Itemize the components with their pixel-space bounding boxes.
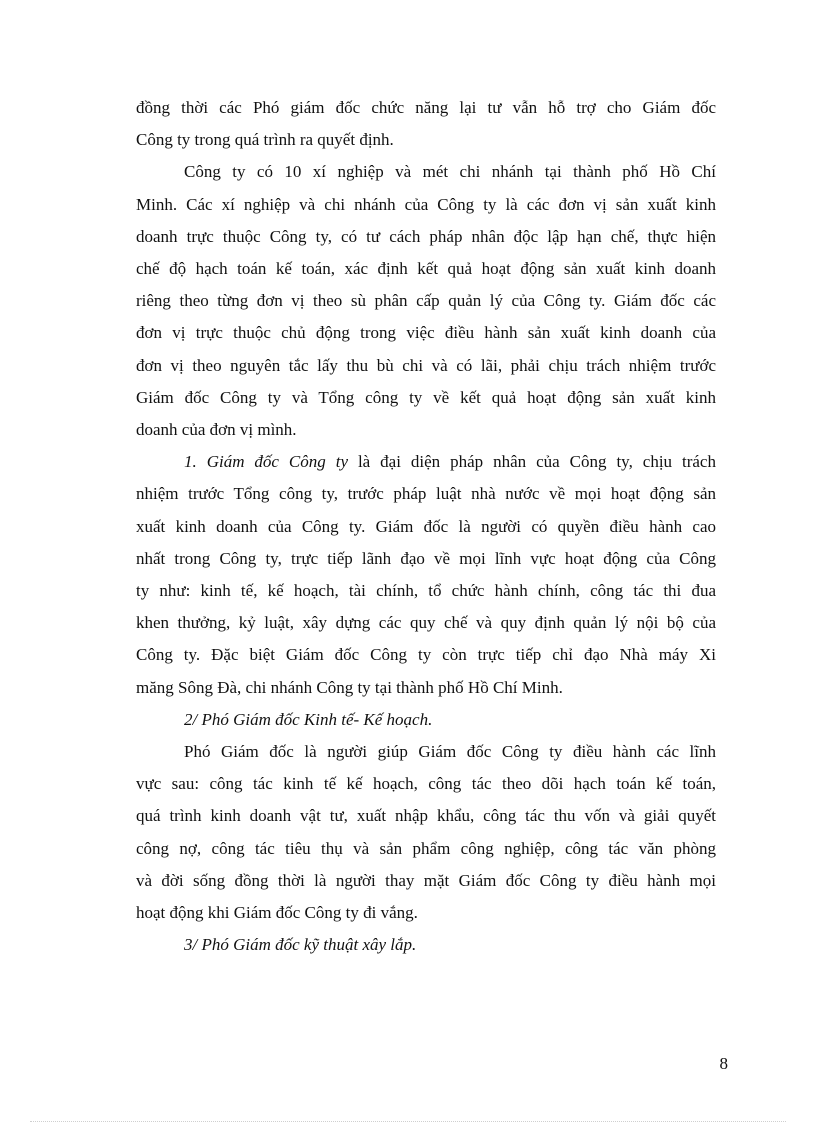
- text-fragment: là đại diện pháp nhân của Công ty, chịu trách: [348, 452, 716, 472]
- text-line: và đời sống đồng thời là người thay mặt Giám đốc Công ty điều hành mọi: [136, 870, 716, 890]
- text-line: vực sau: công tác kinh tế kế hoạch, công tác theo dõi hạch toán kế toán,: [136, 774, 716, 794]
- text-line: Phó Giám đốc là người giúp Giám đốc Công ty điều hành các lĩnh: [184, 742, 716, 762]
- text-line: xuất kinh doanh của Công ty. Giám đốc là người có quyền điều hành cao: [136, 516, 716, 536]
- text-line: chế độ hạch toán kế toán, xác định kết quả hoạt động sản xuất kinh doanh: [136, 259, 716, 279]
- section-heading-deputy-technical: 3/ Phó Giám đốc kỹ thuật xây lắp.: [184, 935, 417, 955]
- text-line: Minh. Các xí nghiệp và chi nhánh của Công ty là các đơn vị sản xuất kinh: [136, 194, 716, 214]
- page-bottom-divider: [30, 1121, 786, 1122]
- paragraph-director-role: [136, 446, 716, 704]
- text-line: đồng thời các Phó giám đốc chức năng lại tư vẫn hỗ trợ cho Giám đốc: [136, 98, 716, 117]
- section-heading-deputy-economics: 2/ Phó Giám đốc Kinh tế- Kế hoạch.: [184, 709, 433, 729]
- section-title-director: 1. Giám đốc Công ty: [184, 452, 348, 472]
- paragraph-deputy-economics: [136, 736, 716, 929]
- page-number: 8: [719, 1054, 728, 1073]
- text-line: đơn vị trực thuộc chủ động trong việc điều hành sản xuất kinh doanh của: [136, 323, 716, 343]
- text-line: riêng theo từng đơn vị theo sù phân cấp quản lý của Công ty. Giám đốc các: [136, 291, 716, 311]
- text-line: quá trình kinh doanh vật tư, xuất nhập khẩu, công tác thu vốn và giải quyết: [136, 806, 716, 826]
- page-body: [136, 92, 716, 961]
- text-line: đơn vị theo nguyên tắc lấy thu bù chi và có lãi, phải chịu trách nhiệm trước: [136, 355, 716, 375]
- text-line: nhiệm trước Tổng công ty, trước pháp luật nhà nước về mọi hoạt động sản: [136, 484, 716, 504]
- text-line: [136, 446, 716, 478]
- text-line: hoạt động khi Giám đốc Công ty đi vắng.: [136, 903, 418, 923]
- text-line: doanh của đơn vị mình.: [136, 420, 297, 440]
- paragraph-company-structure: [136, 156, 716, 446]
- text-line: Công ty trong quá trình ra quyết định.: [136, 130, 394, 150]
- text-line: khen thưởng, kỷ luật, xây dựng các quy chế và quy định quản lý nội bộ của: [136, 613, 716, 633]
- text-line: doanh trực thuộc Công ty, có tư cách pháp nhân độc lập hạn chế, thực hiện: [136, 226, 716, 246]
- text-line: nhất trong Công ty, trực tiếp lãnh đạo về mọi lĩnh vực hoạt động của Công: [136, 548, 716, 568]
- text-line: ty như: kinh tế, kế hoạch, tài chính, tổ chức hành chính, công tác thi đua: [136, 581, 716, 601]
- text-line: Công ty có 10 xí nghiệp và mét chi nhánh tại thành phố Hồ Chí: [184, 162, 716, 182]
- text-line: măng Sông Đà, chi nhánh Công ty tại thành phố Hồ Chí Minh.: [136, 677, 563, 697]
- text-line: Giám đốc Công ty và Tổng công ty về kết quả hoạt động sản xuất kinh: [136, 387, 716, 407]
- text-line: công nợ, công tác tiêu thụ và sản phẩm công nghiệp, công tác văn phòng: [136, 838, 716, 858]
- paragraph-leadership-support: [136, 92, 716, 156]
- text-line: Công ty. Đặc biệt Giám đốc Công ty còn trực tiếp chỉ đạo Nhà máy Xi: [136, 645, 716, 665]
